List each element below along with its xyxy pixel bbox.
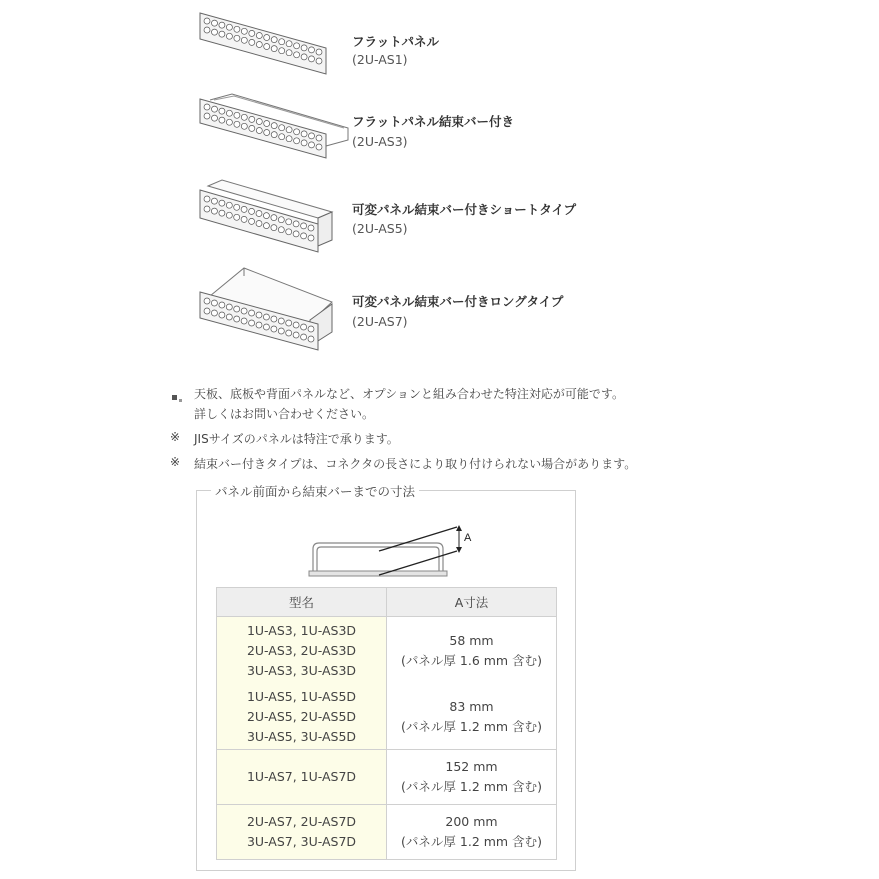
model-cell [217,805,387,860]
dimension-note: (パネル厚 1.2 mm 含む) [401,719,542,734]
product-name: フラットパネル [352,34,440,49]
model-cell [217,685,387,750]
model-name: 2U-AS7, 2U-AS7D [246,814,357,829]
note-text: 詳しくはお問い合わせください。 [194,407,375,421]
table-row [217,617,557,686]
dimension-value: 152 mm [445,759,498,774]
dimension-a-label: A [464,532,472,544]
table-row [217,805,557,860]
model-cell [217,750,387,805]
value-cell [387,750,557,805]
product-name: 可変パネル結束バー付きロングタイプ [352,294,564,309]
product-code: (2U-AS7) [352,314,408,329]
dimension-note: (パネル厚 1.6 mm 含む) [401,653,542,668]
model-name: 3U-AS5, 3U-AS5D [246,729,357,744]
variable-panel-long-illustration [198,266,338,356]
note-text: 結束バー付きタイプは、コネクタの長さにより取り付けられない場合があります。 [194,457,637,471]
header-model: 型名 [217,588,387,617]
product-code: (2U-AS5) [352,221,408,236]
model-name: 3U-AS3, 3U-AS3D [246,663,357,678]
dimension-value: 83 mm [449,699,494,714]
model-cell [217,617,387,686]
note-mark: ※ [170,430,181,444]
dimension-section [196,484,576,871]
table-row [217,685,557,750]
product-flat-panel-bar [198,92,618,167]
dimension-table [216,587,557,860]
model-name: 3U-AS7, 3U-AS7D [246,834,357,849]
flat-panel-illustration [198,10,338,80]
dimension-title: パネル前面から結束バーまでの寸法 [211,482,419,500]
note-mark: ※ [170,455,181,469]
value-cell [387,805,557,860]
product-code: (2U-AS3) [352,134,408,149]
note-text: JISサイズのパネルは特注で承ります。 [194,432,399,446]
note-text: 天板、底板や背面パネルなど、オプションと組み合わせた特注対応が可能です。 [194,387,624,401]
product-variable-short [198,178,618,258]
dimension-note: (パネル厚 1.2 mm 含む) [401,834,542,849]
product-variable-long [198,266,618,356]
model-name: 1U-AS5, 1U-AS5D [246,689,357,704]
header-a-dimension: A寸法 [387,588,557,617]
product-name: 可変パネル結束バー付きショートタイプ [352,202,577,217]
model-name: 1U-AS3, 1U-AS3D [246,623,357,638]
value-cell [387,685,557,750]
model-name: 1U-AS7, 1U-AS7D [246,769,357,784]
product-flat-panel [198,10,618,80]
model-name: 2U-AS3, 2U-AS3D [246,643,357,658]
flat-panel-with-bar-illustration [198,92,358,167]
variable-panel-short-illustration [198,178,338,258]
table-header-row [217,588,557,617]
product-code: (2U-AS1) [352,52,408,67]
dimension-value: 200 mm [445,814,498,829]
product-name: フラットパネル結束バー付き [352,114,515,129]
bullet-squares-icon [172,390,190,404]
dimension-value: 58 mm [449,633,494,648]
dimension-note: (パネル厚 1.2 mm 含む) [401,779,542,794]
value-cell [387,617,557,686]
model-name: 2U-AS5, 2U-AS5D [246,709,357,724]
table-row [217,750,557,805]
